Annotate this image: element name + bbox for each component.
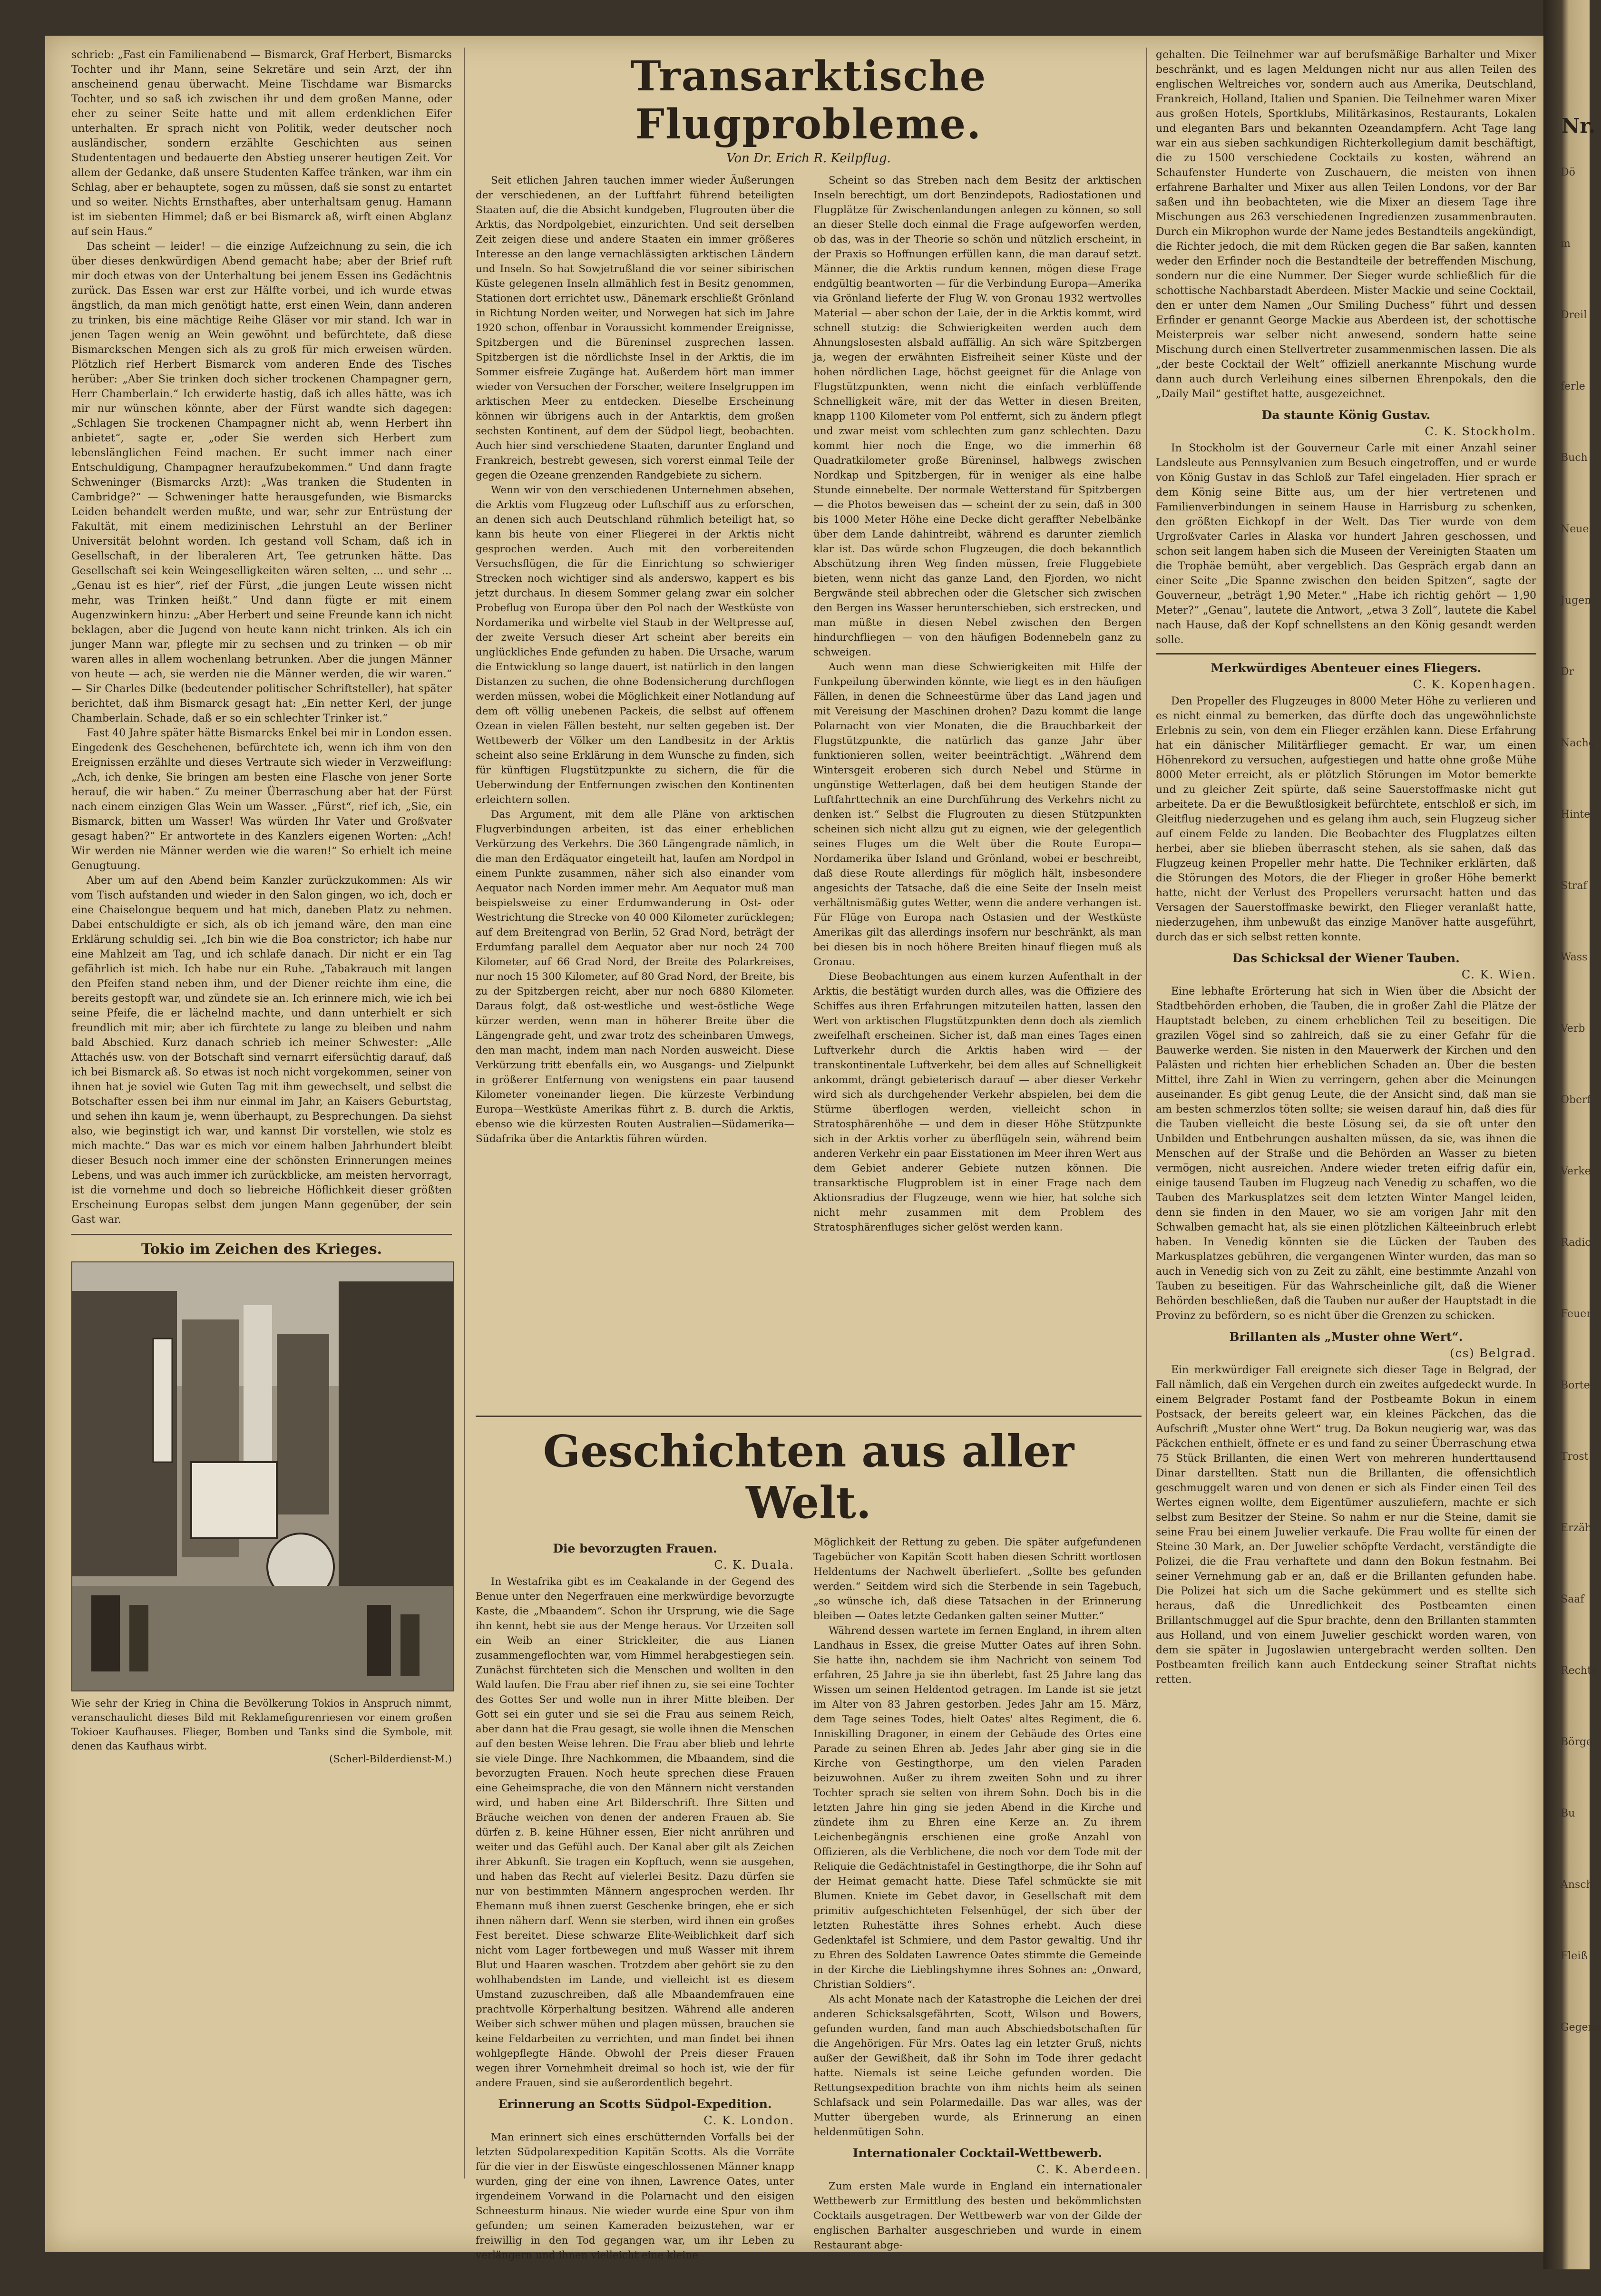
article-headline: Transarktische Flugprobleme. (630, 52, 987, 148)
adjacent-page-word: Dr (1561, 666, 1574, 678)
world-stories-left (476, 1535, 794, 2263)
right-column (1156, 48, 1536, 1687)
story-text: In Westafrika gibt es im Ceakalande in der Gegend des Benue unter den Negerfrauen eine merkwürdige bevorzugte Kaste, die „Mbaandem“. Schon ihr Ursprung, wie die Sage ihn kennt, hebt sie aus der Menge heraus. Vor Urzeiten soll ein Weib an einer Strickleiter, die aus Lianen zusammengeflochten war, vom Himmel herabgestiegen sein. Zunächst fürchteten sich die Menschen und wollten in den Wald laufen. Die Frau aber rief ihnen zu, sie sei eine Tochter des Gottes Ser und wolle nun in ihrer Mitte bleiben. Der Gott sei ein guter und sie sei die Frau aus seinem Reich, aber dann hat die Frau gesagt, sie wolle ihnen die Menschen auf den besten Weise lehren. Die Frau aber blieb und lehrte sie viele Dinge. Ihre Nachkommen, die Mbaandem, sind die bevorzugten Frauen. Noch heute sprechen diese Frauen eine Geheimsprache, die von den Männern nicht verstanden wird, und haben eine Art Bilderschrift. Ihre Sitten und Bräuche weichen von denen der anderen Frauen ab. Sie dürfen z. B. keine Hühner essen, Eier nicht anrühren und weiter und das Gefühl auch. Der Kanal aber gilt als Zeichen ihrer Abkunft. Sie tragen ein Kopftuch, wenn sie ausgehen, und haben das Recht auf vielerlei Besitz. Dazu dürfen sie nur von bestimmten Männern angesprochen werden. Ihr Ehemann muß ihnen zuerst Geschenke bringen, ehe er sich ihnen nähern darf. Wenn sie sterben, wird ihnen ein großes Fest bereitet. Diese schwarze Elite-Weiblichkeit darf sich nicht vom Lager fortbewegen und muß Wasser mit ihrem Blut und Haaren waschen. Trotzdem aber gehört sie zu den wohlhabendsten im Lande, und vielleicht ist es diesem Umstand zuzuschreiben, daß alle Mbaandemfrauen eine prachtvolle Körperhaltung besitzen. Während alle anderen Weiber sich schwer mühen und plagen müssen, brauchen sie keine Feldarbeiten zu verrichten, und man findet bei ihnen wohlgepflegte Hände. Obwohl der Preis dieser Frauen wegen ihrer Vornehmheit dreimal so hoch ist, wie der für andere Frauen, sind sie außerordentlich begehrt. (476, 1576, 794, 2089)
adjacent-page-word: Radio (1561, 1237, 1591, 1249)
world-stories (476, 1535, 1142, 2296)
story-title: Die bevorzugten Frauen. (553, 1542, 717, 1555)
column-rule (1146, 48, 1147, 2179)
adjacent-page-word: Neue (1561, 523, 1589, 535)
adjacent-page-word: Rechts (1561, 1665, 1597, 1677)
adjacent-page-word: Ansch (1561, 1879, 1593, 1891)
story-title: Merkwürdiges Abenteuer eines Fliegers. (1211, 661, 1482, 675)
adjacent-page-word: Dö (1561, 166, 1575, 178)
story-text: In Stockholm ist der Gouverneur Carle mit einer Anzahl seiner Landsleute aus Pennsylvanien zum Besuch eingetroffen, und er wurde von König Gustav in das Schloß zur Tafel eingeladen. Hier sprach er dem König seine Bitte aus, um der hier vertretenen und Familienverbindungen in seinem Hause in Harrisburg zu schenken, den größten Eichkopf in der Welt. Das Tier wurde von dem Urgroßvater Carles in Alaska vor hundert Jahren geschossen, und schon seit langem haben sich die Museen der Vereinigten Staaten um die Trophäe bemüht, aber vergeblich. Das Gespräch ergab dann an einer Seite „Die Spanne zwischen den beiden Spitzen“, sagte der Gouverneur, „beträgt 1,90 Meter.“ „Habe ich richtig gehört — 1,90 Meter?“ „Genau“, lautete die Antwort, „etwa 3 Zoll“, lautete die Kabel nach Hause, daß der Kopf schnellstens an den König gesandt werden solle. (1156, 442, 1536, 646)
divider (476, 1416, 1142, 1417)
tokyo-street-photo (71, 1261, 454, 1691)
article-paragraph: Fast 40 Jahre später hätte Bismarcks Enkel bei mir in London essen. Eingedenk des Geschehenen, befürchtete ich, wenn ich ihm von den Ereignissen erzählte und dieses Vertraute sich wieder in Verzweiflung: „Ach, ich denke, Sie bringen am besten eine Flasche von jener Sorte herauf, die wir haben.“ Zu meiner Überraschung aber hat der Fürst nach einem einzigen Glas Wein um Wasser. „Fürst“, rief ich, „Sie, ein Bismarck, bitten um Wasser! Was würden Ihr Vater und Großvater gesagt haben?“ Er antwortete in des Kanzlers eigenen Worten: „Ach! Wir werden nie Männer werden wie die waren!“ So erhielt ich meine Genugtuung. (71, 727, 452, 872)
article-byline: Von Dr. Erich R. Keilpflug. (726, 151, 891, 166)
story-title: Internationaler Cocktail-Wettbewerb. (852, 2146, 1103, 2160)
section-headline: Geschichten aus aller Welt. (543, 1426, 1074, 1528)
photo-credit: (Scherl-Bilderdienst-M.) (329, 1753, 452, 1765)
divider (71, 1234, 452, 1235)
story-dateline: C. K. Stockholm. (1425, 425, 1536, 438)
story-text: Während dessen wartete im fernen England, in ihrem alten Landhaus in Essex, die greise Mutter Oates auf ihren Sohn. Sie hatte ihn, nachdem sie ihm Nachricht von seinem Tod erfahren, 25 Jahre ja sie ihn überlebt, fast 25 Jahre lang das Wissen um seinen Heldentod getragen. Im Lande ist sie jetzt im Alter von 83 Jahren gestorben. Jedes Jahr am 15. März, dem Tage seines Todes, hielt Oates' altes Regiment, die 6. Inniskilling Dragoner, in einem der Gebäude des Ortes eine Parade zu seinen Ehren ab. Jedes Jahr aber ging sie in die Kirche von Gestingthorpe, um den vielen Paraden beizuwohnen. Außer zu ihrem zweiten Sohn und zu ihrer Tochter sprach sie selten von ihrem Sohn. Doch bis in die letzten Jahre hin ging sie jeden Abend in die Kirche und zündete ihm zu Ehren eine Kerze an. Zu ihrem Leichenbegängnis erschienen eine große Anzahl von Offizieren, als die Verblichene, die noch vor dem Tode mit der Reliquie die Gedächtnistafel in Gestingthorpe, die ihr Sohn auf der Heimat gemacht hatte. Diese Tafel schmückte sie mit Blumen. Kniete im Gebet davor, in Gesellschaft mit dem primitiv aufgeschichteten Felsenhügel, der sich über der letzten Ruhestätte ihres Sohnes erhebt. Auch diese Gedenktafel ist Schmiere, und dem Pastor gewaltig. Und ihr zu Ehren des Soldaten Lawrence Oates stimmte die Gemeinde in der Kirche die Lieblingshymne ihres Sohnes an: „Onward, Christian Soldiers“. (813, 1625, 1142, 1991)
story-text: Ein merkwürdiger Fall ereignete sich dieser Tage in Belgrad, der Fall nämlich, daß ein Vergehen durch ein zweites aufgedeckt wurde. In einem Belgrader Postamt fand der Postbeamte Bokun in einem Postsack, der bereits geleert war, ein kleines Päckchen, das die Aufschrift „Muster ohne Wert“ trug. Da Bokun neugierig war, was das Päckchen enthielt, öffnete er es und fand zu seiner Überraschung etwa 75 Stück Brillanten, die einen Wert von mehreren hunderttausend Dinar darstellten. Statt nun die Brillanten, die offensichtlich geschmuggelt waren und von denen er sich als Finder einen Teil des Wertes eignen wollte, dem Eigentümer auszuliefern, machte er sich selbst zum Besitzer der Steine. So nahm er nur die Steine, damit sie seine Frau bei einem Juwelier verkaufe. Die Frau wollte für einen der Steine 30 Mark, an. Der Juwelier schöpfte Verdacht, verständigte die Polizei, die die Frau verhaftete und dann den Bokun festnahm. Bei seiner Vernehmung gab er an, daß er die Brillanten gefunden habe. Die Polizei hat sich um die Sache gekümmert und es stellte sich heraus, daß die Unredlichkeit des Postbeamten einen Brillantschmuggel auf die Spur brachte, denn den Brillanten stammten aus Holland, und von einem Juwelier geschickt worden waren, von dem sie später in Jugoslawien untergebracht werden sollten. Den Postbeamten freilich kann auch Entdeckung seiner Straftat nichts retten. (1156, 1364, 1536, 1686)
adjacent-page-word: Buch (1561, 452, 1588, 464)
adjacent-page-word: Verb (1561, 1023, 1585, 1035)
adjacent-page-word: Börge (1561, 1736, 1593, 1748)
adjacent-page-strip (1558, 114, 1601, 2207)
adjacent-page-word: Dreil (1561, 309, 1587, 321)
story-title: Das Schicksal der Wiener Tauben. (1232, 951, 1460, 965)
article-paragraph: Aber um auf den Abend beim Kanzler zurückzukommen: Als wir vom Tisch aufstanden und wieder in den Salon gingen, wo ich, doch er eine Chaiselongue bequem und hat mich, daneben Platz zu nehmen. Dabei entschuldigte er sich, als ob ich jemand wäre, den man eine Erklärung schuldig sei. „Ich bin wie die Boa constrictor; ich habe nur eine Mahlzeit am Tag, und ich schlafe danach. Dir nicht er ein Tag gefährlich ist mich. Ich habe nur ein Ruhe. „Tabakrauch mit langen den Pfeifen stand neben ihm, und der Diener reichte ihm eine, die bereits gestopft war, und zündete sie an. Ich erinnere mich, wie ich bei seine Pfeife, die er lächelnd machte, und dann unterhielt er sich freundlich mit mir; aber ich fürchtete zu lange zu bleiben und nahm bald Abschied. Kurz danach schrieb ich meiner Schwester: „Alle Attachés usw. von der Botschaft sind vernarrt eifersüchtig darauf, daß ich bei Bismarck aß. So etwas ist noch nicht vorgekommen, seiner von ihnen hat je soviel wie Guten Tag mit ihm gewechselt, und selbst die Botschafter essen bei ihm nur einmal im Jahr, an Kaisers Geburtstag, und sehen ihn kaum je, wenn überhaupt, zu Besprechungen. Da siehst also, wie beginstigt ich war, und kannst Dir vorstellen, wie stolz es mich machte.“ Das war es mich vor einem halben Jahrhundert bleibt dieser Besuch noch immer eine der schönsten Erinnerungen meines Lebens, und was auch immer ich zurückblicke, am meisten hervorragt, ist die vornehme und doch so liebreiche Höflichkeit dieser größten Erscheinung Europas selbst dem jungen Mann gegenüber, der sein Gast war. (71, 875, 452, 1226)
article-paragraph: Das Argument, mit dem alle Pläne von arktischen Flugverbindungen arbeiten, ist das einer erheblichen Verkürzung des Verkehrs. Die 360 Längengrade nämlich, in die man den Erdäquator eingeteilt hat, laufen am Nordpol in einem Punkte zusammen, näher sich also einander vom Aequator nach Norden immer mehr. Am Aequator muß man beispielsweise zu einer Erdumwanderung in Ost- oder Westrichtung die Strecke von 40 000 Kilometer zurücklegen; auf dem Breitengrad von Berlin, 52 Grad Nord, beträgt der Erdumfang parallel dem Aequator aber nur noch 24 700 Kilometer, auf 66 Grad Nord, der Breite des Polarkreises, nur noch 15 300 Kilometer, auf 80 Grad Nord, der Breite, bis zu der Spitzbergen reicht, aber nur noch 6880 Kilometer. Daraus folgt, daß ost-westliche und west-östliche Wege kürzer werden, wenn man in höherer Breite über die Längengrade geht, und zwar trotz des scheinbaren Umwegs, den man macht, indem man nach Norden ausweicht. Diese Verkürzung tritt ebenfalls ein, wo Ausgangs- und Zielpunkt in größerer Entfernung von wenigstens ein paar tausend Kilometer voneinander liegen. Die kürzeste Verbindung Europa—Westküste Amerikas führt z. B. durch die Arktis, ebenso wie die kürzesten Routen Australien—Südamerika—Südafrika über die Antarktis führen würden. (476, 809, 794, 1145)
flight-article-left (476, 173, 794, 1146)
photo-caption: Wie sehr der Krieg in China die Bevölkerung Tokios in Anspruch nimmt, veranschaulicht dieses Bild mit Reklamefigurenriesen vor einem großen Tokioer Kaufhauses. Flieger, Bomben und Tanks sind die Symbole, mit denen das Kaufhaus wirbt. (71, 1698, 452, 1752)
story-dateline: C. K. Aberdeen. (1036, 2163, 1142, 2176)
flight-article-body (476, 173, 1142, 1410)
adjacent-page-word: Hinte (1561, 809, 1591, 821)
article-paragraph: Diese Beobachtungen aus einem kurzen Aufenthalt in der Arktis, die bestätigt wurden durch alles, was die Offiziere des Schiffes aus ihren Erfahrungen mitzuteilen hatten, lassen den Wert von arktischen Flugstützpunkten denn doch als ziemlich zweifelhaft erscheinen. Sicher ist, daß man eines Tages einen Luftverkehr durch die Arktis haben wird — der transkontinentale Luftverkehr, bei dem alles auf Schnelligkeit ankommt, drängt gebieterisch darauf — aber dieser Verkehr wird sich als durchgehender Verkehr abspielen, bei dem die Stürme überflogen werden, vielleicht schon in Stratosphärenhöhe — und dem in dieser Höhe Stützpunkte sich in der Arktis vorher zu überflügeln sein, während beim anderen Verkehr ein paar Eisstationen im Meer ihren Wert aus dem Gebiet anderer Gebiete nutzen können. Die transarktische Flugproblem ist in einer Frage nach dem Aktionsradius der Flugzeuge, wenn wie hier, hat solche sich nicht mehr zusammen mit dem Problem des Stratosphärenfluges sicher gelöst werden kann. (813, 971, 1142, 1233)
adjacent-page-word: Straf (1561, 880, 1587, 892)
story-title: Erinnerung an Scotts Südpol-Expedition. (498, 2097, 772, 2111)
story-dateline: C. K. Kopenhagen. (1413, 678, 1536, 691)
story-dateline: C. K. Duala. (714, 1558, 794, 1572)
photo-block (71, 1234, 452, 1765)
adjacent-page-word: Nachg (1561, 737, 1595, 749)
photo-title: Tokio im Zeichen des Krieges. (141, 1241, 382, 1258)
adjacent-page-header: Nr. (1562, 114, 1596, 137)
article-paragraph: Wenn wir von den verschiedenen Unternehmen absehen, die Arktis vom Flugzeug oder Luftschiff aus zu erforschen, an denen sich auch Deutschland rühmlich beteiligt hat, so kann bis heute von einer Fliegerei in der Arktis nicht gesprochen werden. Auch mit den vorbereitenden Versuchsflügen, die für die Einrichtung so schwieriger Strecken noch wichtiger sind als anderswo, kappert es bis jetzt durchaus. In diesem Sommer gelang zwar ein solcher Probeflug von Europa über den Pol nach der Westküste von Nordamerika und wirbelte viel Staub in der Weltpresse auf, der zweite Versuch dieser Art scheint aber bereits ein unglückliches Ende gefunden zu haben. Die Ursache, warum die Entwicklung so lange dauert, ist natürlich in den langen Distanzen zu suchen, die ohne Bodensicherung durchflogen werden müssen, wobei die Möglichkeit einer Notlandung auf dem oft völlig unebenen Packeis, die selbst auf offenem Ozean in vielen Fällen besteht, nur selten gegeben ist. Der Wettbewerb der Völker um den Landbesitz in der Arktis scheint also seine Erklärung in dem Wunsche zu finden, sich für künftigen Flugstützpunkte zu sichern, die für die Ueberwindung der Entfernungen zwischen den Kontinenten erleichtern sollen. (476, 484, 794, 806)
adjacent-page-word: Borte (1561, 1379, 1590, 1391)
adjacent-page-word: Verke (1561, 1165, 1591, 1177)
story-text: gehalten. Die Teilnehmer war auf berufsmäßige Barhalter und Mixer beschränkt, und es lagen Meldungen nicht nur aus allen Teilen des englischen Weltreiches vor, sondern auch aus Amerika, Deutschland, Frankreich, Holland, Italien und Spanien. Die Teilnehmer waren Mixer aus großen Hotels, Sportklubs, Militärkasinos, Restaurants, Lokalen und eleganten Bars und bekannten Ozeandampfern. Acht Tage lang war ein aus sieben sachkundigen Richterkollegium damit beschäftigt, die zu 1500 verschiedene Cocktails zu kosten, während an Schaufenster Hunderte von Zuschauern, die meisten von ihnen erfahrene Barhalter und Mixer aus allen Teilen Londons, vor der Bar saßen und ihn beobachteten, wie die Mixer an diesem Tage ihre Mischungen aus 263 verschiedenen Ingredienzen zusammenbrauten. Durch ein Mikrophon wurde der Name jedes Bestandteils angekündigt, die Richter jedoch, die mit dem Rücken gegen die Bar saßen, kannten weder den Erfinder noch die Bestandteile der betreffenden Mischung, sondern nur die eine Nummer. Der Sieger wurde schließlich für die schottische Nachbarstadt Aberdeen. Mister Mackie und seine Cocktail, den er unter dem Namen „Our Smiling Duchess“ führt und dessen Erfinder er genannt George Mackie aus Aberdeen ist, der schottische Meisterpreis war selber nicht anwesend, sondern hatte seine Mischung durch einen Stellvertreter zusammenmischen lassen. Die als „der beste Cocktail der Welt“ offiziell anerkannte Mischung wurde dann auch durch Verleihung eines silbernen Ehrenpokals, den die „Daily Mail“ gestiftet hatte, ausgezeichnet. (1156, 49, 1536, 400)
adjacent-page-word: Jugen (1561, 595, 1591, 606)
flight-article-right (813, 173, 1142, 1235)
adjacent-page-word: ferle (1561, 381, 1585, 392)
story-dateline: (cs) Belgrad. (1450, 1347, 1536, 1360)
world-stories-right (813, 1535, 1142, 2253)
article-paragraph: Seit etlichen Jahren tauchen immer wieder Äußerungen der verschiedenen, an der Luftfahrt führend beteiligten Staaten auf, die die Absicht kundgeben, Flugrouten über die Arktis, das Nordpolgebiet, einzurichten. Und seit derselben Zeit zeigen diese und andere Staaten ein immer größeres Interesse an den lange vernachlässigten arktischen Ländern und Inseln. So hat Sowjetrußland die vor seiner sibirischen Küste gelegenen Inseln allmählich fest in Besitz genommen, Stationen dort errichtet usw., Dänemark erschließt Grönland in Richtung Norden weiter, und Norwegen hat sich im Jahre 1920 schon, offenbar in Voraussicht kommender Ereignisse, Spitzbergen und die Büreninsel zusprechen lassen. Spitzbergen ist die nördlichste Insel in der Arktis, die im Sommer eisfreie Zugänge hat. Außerdem hört man immer wieder von Versuchen der Forscher, weitere Inselgruppen im arktischen Meer zu entdecken. Dieselbe Erscheinung können wir übrigens auch in der Antarktis, dem großen sechsten Kontinent, auf dem der Südpol liegt, beobachten. Auch hier sind verschiedene Staaten, darunter England und Frankreich, bestrebt gewesen, sich vorerst einmal Teile der gegen die Ozeane grenzenden Randgebiete zu sichern. (476, 175, 794, 481)
article-paragraph: Auch wenn man diese Schwierigkeiten mit Hilfe der Funkpeilung überwinden könnte, wie liegt es in den häufigen Fällen, in denen die Schneestürme über das Land jagen und mit Vereisung der Maschinen drohen? Dazu kommt die lange Polarnacht von vier Monaten, die die Brauchbarkeit der Flugstützpunkte, die natürlich das ganze Jahr über funktionieren sollen, weiter beeinträchtigt. „Während dem Wintersgeit eroberen sich durch Nebel und Stürme in ungünstige Wetterlagen, daß bei dem heutigen Stande der Luftfahrttechnik an eine Durchführung des Verkehrs nicht zu denken ist.“ Selbst die Flugrouten zu diesen Stützpunkten scheinen sich nicht allzu gut zu eignen, wie der gelegentlich seines Fluges um die Welt über die Route Europa—Nordamerika über Island und Grönland, wobei er beschreibt, daß diese Route allerdings für möglich hält, insbesondere angesichts der Tatsache, daß die eine Seite der Inseln meist verhältnismäßig gutes Wetter, wenn die andere verhangen ist. Für Flüge von Europa nach Ostasien und der Westküste Amerikas gilt das allerdings insofern nur beschränkt, als man bei diesen bis in noch höhere Breiten hinauf fliegen muß als Gronau. (813, 661, 1142, 968)
article-paragraph: schrieb: „Fast ein Familienabend — Bismarck, Graf Herbert, Bismarcks Tochter und ihr Mann, seine Sekretäre und sein Arzt, der ihn anscheinend genau überwacht. Meine Tischdame war Bismarcks Tochter, und so saß ich zwischen ihr und dem großen Manne, oder eher zu seiner Seite hatte und mit allem erdenklichen Eifer unterhalten. Er sprach nicht von Politik, weder deutscher noch ausländischer, sondern erzählte Geschichten aus seinen Studententagen und bedauerte den Abstieg unserer heutigen Zeit. Vor allem der Gedanke, daß unsere Studenten Kaffee tränken, war ihm ein Schlag, aber er behauptete, sogen zu müssen, daß sie sonst zu entartet und so weiter. Nichts Ernsthaftes, aber unterhaltsam genug. Hamann ist im siebenten Himmel; daß er bei Bismarck aß, wirft einen Abglanz auf sein Haus.“ (71, 49, 452, 238)
story-text: Als acht Monate nach der Katastrophe die Leichen der drei anderen Schicksalsgefährten, Scott, Wilson und Bowers, gefunden wurden, fand man auch Abschiedsbotschaften für die Angehörigen. Für Mrs. Oates lag ein letzter Gruß, nichts außer der Gewißheit, daß ihr Sohn im Tode ihrer gedacht hatte. Niemals ist seine Leiche gefunden worden. Die Rettungsexpedition brachte von ihm nichts heim als seinen Schlafsack und sein Polarmedaille. Das war alles, was der Mutter übergeben wurde, als Erinnerung an einen heldenmütigen Sohn. (813, 1993, 1142, 2138)
story-dateline: C. K. Wien. (1461, 968, 1536, 981)
story-title: Brillanten als „Muster ohne Wert“. (1229, 1330, 1463, 1344)
main-column (476, 48, 1142, 2296)
article-paragraph: Das scheint — leider! — die einzige Aufzeichnung zu sein, die ich über dieses denkwürdigen Abend gemacht habe; aber der Brief ruft mir doch etwas von der Unterhaltung bei jenem Essen ins Gedächtnis zurück. Das Essen war erst zur Hälfte vorbei, und ich wurde etwas ängstlich, da man mich genötigt hatte, erst einen Wein, dann anderen zu trinken, bis eine mächtige Reihe Gläser vor mir stand. Ich war in jenen Tagen wenig an Wein gewöhnt und befürchtete, daß diese Bismarckschen Mengen sich als zu groß für mich erweisen würden. Plötzlich rief Herbert Bismarck vom anderen Ende des Tisches herüber: „Aber Sie trinken doch sicher trockenen Champagner gern, Herr Chamberlain.“ Ich erwiderte hastig, daß ich alles hätte, was ich mir nur wünschen könnte, aber der Fürst wandte sich dagegen: „Schlagen Sie trockenen Champagner nicht ab, wenn Herbert ihn anbietet“, sagte er, „oder Sie werden sich Herbert zum lebenslänglichen Feind machen. Er sucht immer nach einer Entschuldigung, Champagner heraufzubekommen.“ Und dann fragte Schweninger (Bismarcks Arzt): „Was tranken die Studenten in Cambridge?“ — Schweninger hatte herausgefunden, wie Bismarcks Leiden behandelt werden mußte, und war, sehr zur Entrüstung der Fakultät, mit einem medizinischen Lehrstuhl an der Berliner Universität belohnt worden. Ich gestand voll Scham, daß ich in Gesellschaft, in der liberaleren Art, Tee getrunken hätte. Das Gesellschaft sei kein Weingeselligkeiten wären selten, ... und sehr ... „Genau ist es hier“, rief der Fürst, „die jungen Leute wissen nicht mehr, was Trinken heißt.“ Und dann fügte er mit einem Augenzwinkern hinzu: „Aber Herbert und seine Freunde kann ich nicht beklagen, aber die Jugend von heute kann nicht trinken. Als ich ein junger Mann war, pflegte mir zu sechsen und zu trinken — ob mir waren alles in allem wochenlang betrunken. Aber die jungen Männer von heute — ach, sie werden nie die Männer werden, die wir waren.“ — Sir Charles Dilke (bedeutender politischer Schriftsteller), hat später berichtet, daß ihm Bismarck gesagt hat: „Ein netter Kerl, der junge Chamberlain. Schade, daß er so ein schlechter Trinker ist.“ (71, 241, 452, 724)
bismarck-article (71, 48, 452, 1227)
adjacent-page-word: Erzäh (1561, 1522, 1592, 1534)
photo-illustration (72, 1262, 453, 1690)
story-text: Man erinnert sich eines erschütternden Vorfalls bei der letzten Südpolarexpedition Kapitän Scotts. Als die Vorräte für die vier in der Eiswüste eingeschlossenen Männer knapp wurden, ging der eine von ihnen, Lawrence Oates, unter irgendeinem Vorwand in die Polarnacht und den eisigen Schneesturm hinaus. Nie wieder wurde eine Spur von ihm gefunden; um seinen Kameraden beizustehen, war er freiwillig in den Tod gegangen war, um ihr Leben zu verlängern und ihnen vielleicht eine kleine (476, 2131, 794, 2261)
adjacent-page-word: Saaf (1561, 1593, 1584, 1605)
adjacent-page-word: Gegene (1561, 2022, 1601, 2033)
adjacent-page-word: Fleiß (1561, 1950, 1588, 1962)
left-column (71, 48, 452, 1765)
adjacent-page-word: Wass (1561, 951, 1588, 963)
story-text: Eine lebhafte Erörterung hat sich in Wien über die Absicht der Stadtbehörden erhoben, die Tauben, die in großer Zahl die Plätze der Hauptstadt beleben, zu einem erheblichen Teil zu beseitigen. Die grazilen Vögel sind so zahlreich, daß sie zu einer Gefahr für die Bauwerke werden. Sie nisten in den Mauerwerk der Kirchen und den Palästen und richten hier erheblichen Schaden an. Über die besten Mittel, ihre Zahl in Wien zu verringern, gehen aber die Meinungen auseinander. Es gibt genug Leute, die der Ansicht sind, daß man sie am besten schmerzlos töten sollte; sie weisen darauf hin, daß dies für die Tauben vielleicht die beste Lösung sei, da sie oft unter den Unbilden und Entbehrungen aushalten müssen, da sie, was ihnen die Menschen auf der Straße und die Behörden an Wasser zu bieten vermögen, nicht ausreichen. Andere wieder treten eifrig dafür ein, einige tausend Tauben im Flugzeug nach Venedig zu schaffen, wo die Tauben des Markusplatzes seit dem letzten Winter Mangel leiden, denn sie finden in den Mauer, wo sie am vorigen Jahr mit den Schwalben gemacht hat, als sie einen plötzlichen Kälteeinbruch erlebt haben. In Venedig könnten sie die Lücken der Tauben des Markusplatzes gebühren, die vergangenen Winter wurden, das man so auch in Venedig sich von zu Zeit zu zählt, eine bestimmte Anzahl von Tauben zu beseitigen. Für das Wahrscheinliche gilt, daß die Wiener Behörden beschließen, daß die Tauben nur außer der Hauptstadt in die Provinz zu befördern, so es nicht über die Grenzen zu schicken. (1156, 986, 1536, 1322)
adjacent-page-word: Bu (1561, 1807, 1575, 1819)
adjacent-page-word: Trost (1561, 1451, 1589, 1463)
story-title: Da staunte König Gustav. (1261, 408, 1431, 422)
story-text: Den Propeller des Flugzeuges in 8000 Meter Höhe zu verlieren und es nicht einmal zu bemerken, das dürfte doch das ungewöhnlichste Erlebnis zu sein, von dem ein Flieger erzählen kann. Diese Erfahrung hat ein dänischer Militärflieger gemacht. Er war, um einen Höhenrekord zu versuchen, aufgestiegen und hatte ohne große Mühe 8000 Meter erreicht, als er plötzlich Störungen im Motor bemerkte und zu gleicher Zeit spürte, daß seine Sauerstoffmaske nicht gut arbeitete. Da er die Bewußtlosigkeit befürchtete, entschloß er sich, im Gleitflug niederzugehen und es gelang ihm auch, sein Flugzeug sicher auf einem Felde zu landen. Die Beobachter des Flugplatzes eilten herbei, aber sie blieben überrascht stehen, als sie sahen, daß das Flugzeug keinen Propeller mehr hatte. Die Techniker erklärten, daß die Störungen des Motors, die der Flieger in großer Höhe bemerkt hatte, nicht der Verlust des Propellers verursacht hatten und das Versagen der Sauerstoffmaske bewirkt, den Flieger veranlaßt hatte, niederzugehen, ihm unbewußt das einzige Manöver hatte ausgeführt, durch das er sich selbst retten konnte. (1156, 695, 1536, 943)
story-text: Zum ersten Male wurde in England ein internationaler Wettbewerb zur Ermittlung des besten und bekömmlichsten Cocktails ausgetragen. Der Wettbewerb war von der Gilde der englischen Barhalter ausgeschrieben und wurde in einem Restaurant abge- (813, 2180, 1142, 2251)
adjacent-page-word: Feuer (1561, 1308, 1591, 1320)
article-paragraph: Scheint so das Streben nach dem Besitz der arktischen Inseln berechtigt, um dort Benzindepots, Radiostationen und Flugplätze für Zwischenlandungen anlegen zu können, so soll an dieser Stelle doch einmal die Frage aufgeworfen werden, ob das, was in der Theorie so schön und nützlich erscheint, in der Praxis so Hoffnungen erfüllen kann, die man darauf setzt. Männer, die die Arktis rundum kennen, mögen diese Frage endgültig beantworten — für die Verbindung Europa—Amerika via Grönland lieferte der Flug W. von Gronau 1932 wertvolles Material — aber schon der Laie, der in die Arktis kommt, wird schnell stutzig: die Schwierigkeiten werden auch dem Ahnungslosesten alsbald auffällig. An sich wäre Spitzbergen ja, wegen der erwähnten Eisfreiheit seiner Küste und der hohen nördlichen Lage, höchst geeignet für die Anlage von Flugstützpunkten, wenn nicht die einfach verblüffende Schnelligkeit wäre, mit der das Wetter in diesen Breiten, knapp 1100 Kilometer vom Pol entfernt, sich zu ändern pflegt und zwar meist vom schlechten zum ganz schlechten. Dazu kommt hier noch die Enge, wo die immerhin 68 Quadratkilometer große Büreninsel, halbwegs zwischen Nordkap und Spitzbergen, für in weniger als eine halbe Stunde einnebelte. Der normale Wetterstand für Spitzbergen — die Photos beweisen das — scheint der zu sein, daß in 300 bis 1000 Meter Höhe eine Decke dicht geraffter Nebelbänke über dem Lande dahintreibt, während es darunter ziemlich klar ist. Das würde schon Flugzeugen, die doch bekanntlich Abschützung ihren Weg finden müssen, freie Fluggebiete bieten, wenn nicht das ganze Land, den Fjorden, wo nicht Bergwände steil abbrechen oder die Gletscher sich zwischen den Bergen ins Wasser herunterschieben, sich erstrecken, und man müßte in diesen Nebel zwischen den Bergen hindurchfliegen — von den häufigen Bodennebeln ganz zu schweigen. (813, 175, 1142, 658)
column-rule (464, 48, 465, 2179)
adjacent-page-word: m (1561, 238, 1571, 250)
divider (1156, 653, 1536, 655)
story-text: Möglichkeit der Rettung zu geben. Die später aufgefundenen Tagebücher von Kapitän Scott haben diesen Schritt wortlosen Heldentums der Nachwelt überliefert. „Sollte bes gefunden werden.“ Seitdem wird sich die Sterbende in sein Tagebuch, „so wünsche ich, daß diese Tatsachen in der Erinnerung bleiben — Oates letzte Gedanken galten seiner Mutter.“ (813, 1536, 1142, 1622)
story-dateline: C. K. London. (703, 2114, 794, 2127)
adjacent-page-word: Oberf (1561, 1094, 1591, 1106)
